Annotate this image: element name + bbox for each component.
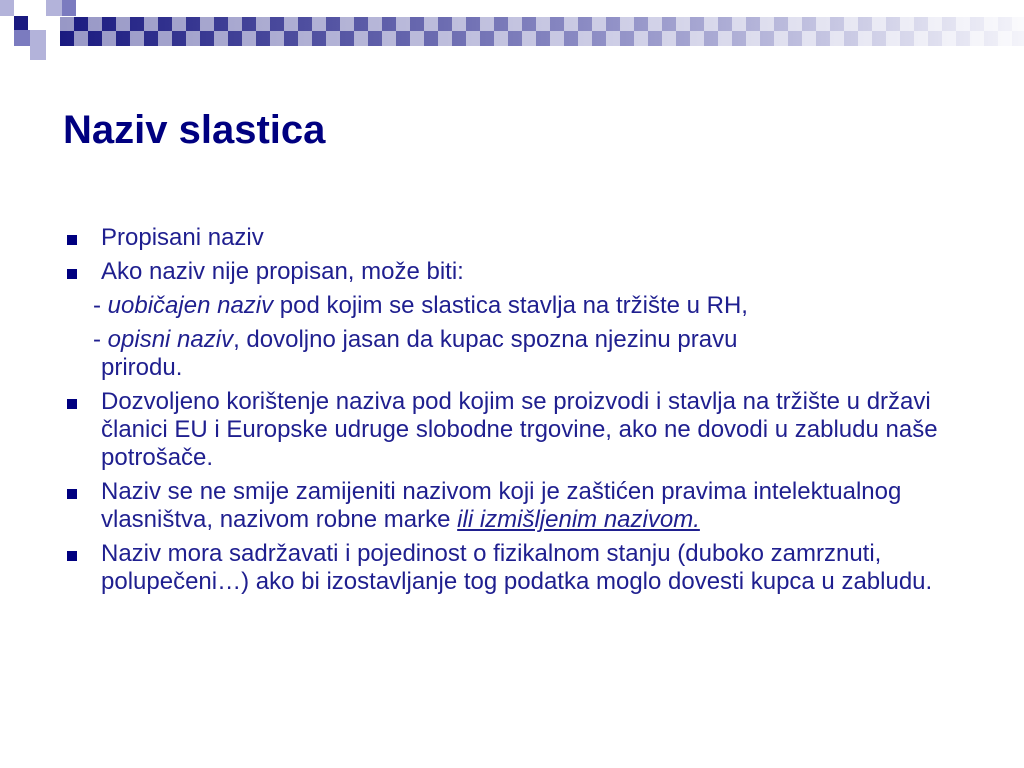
square-bullet-icon: [67, 235, 77, 245]
sub-item-dash: -: [93, 326, 108, 353]
sub-item-emphasis: opisni naziv: [107, 326, 234, 353]
sub-item-text: pod kojim se slastica stavlja na tržište u RH,: [273, 292, 748, 319]
sub-item-continuation: prirodu.: [101, 354, 183, 381]
decor-square-7: [14, 30, 30, 46]
list-item-text: Ako naziv nije propisan, može biti:: [101, 258, 464, 285]
list-item: [63, 224, 963, 252]
list-item: [63, 478, 963, 534]
square-bullet-icon: [67, 399, 77, 409]
decor-square-6: [62, 0, 76, 16]
list-item-emphasis: ili izmišljenim nazivom.: [457, 506, 700, 533]
sub-list-item: [63, 326, 963, 382]
bullet-list: [63, 224, 963, 602]
square-bullet-icon: [67, 551, 77, 561]
page-title: Naziv slastica: [63, 108, 326, 152]
decor-square-2: [14, 16, 28, 30]
list-item: [63, 540, 963, 596]
list-item: [63, 258, 963, 286]
square-bullet-icon: [67, 489, 77, 499]
decor-square-1: [0, 0, 14, 16]
decor-square-5: [46, 0, 62, 16]
sub-item-dash: -: [93, 292, 108, 319]
sub-list-item: [63, 292, 963, 320]
list-item-text: Naziv mora sadržavati i pojedinost o fizikalnom stanju (duboko zamrznuti, polupečeni…) ako bi izostavljanje tog podatka moglo dovesti kupca u zabludu.: [101, 540, 933, 595]
sub-item-text: , dovoljno jasan da kupac spozna njezinu pravu: [233, 326, 738, 353]
sub-item-emphasis: uobičajen naziv: [107, 292, 274, 319]
decor-square-4: [30, 30, 46, 46]
list-item: [63, 388, 963, 472]
decor-square-8: [30, 46, 46, 60]
square-bullet-icon: [67, 269, 77, 279]
list-item-text: Dozvoljeno korištenje naziva pod kojim se proizvodi i stavlja na tržište u državi članici EU i Europske udruge slobodne trgovine, ako ne dovodi u zabludu naše potrošače.: [101, 388, 938, 471]
header-band-decoration: [60, 17, 1024, 46]
list-item-text: Propisani naziv: [101, 224, 264, 251]
list-item-text: Naziv se ne smije zamijeniti nazivom koji je zaštićen pravima intelektualnog vlasništva, nazivom robne marke: [101, 478, 902, 533]
